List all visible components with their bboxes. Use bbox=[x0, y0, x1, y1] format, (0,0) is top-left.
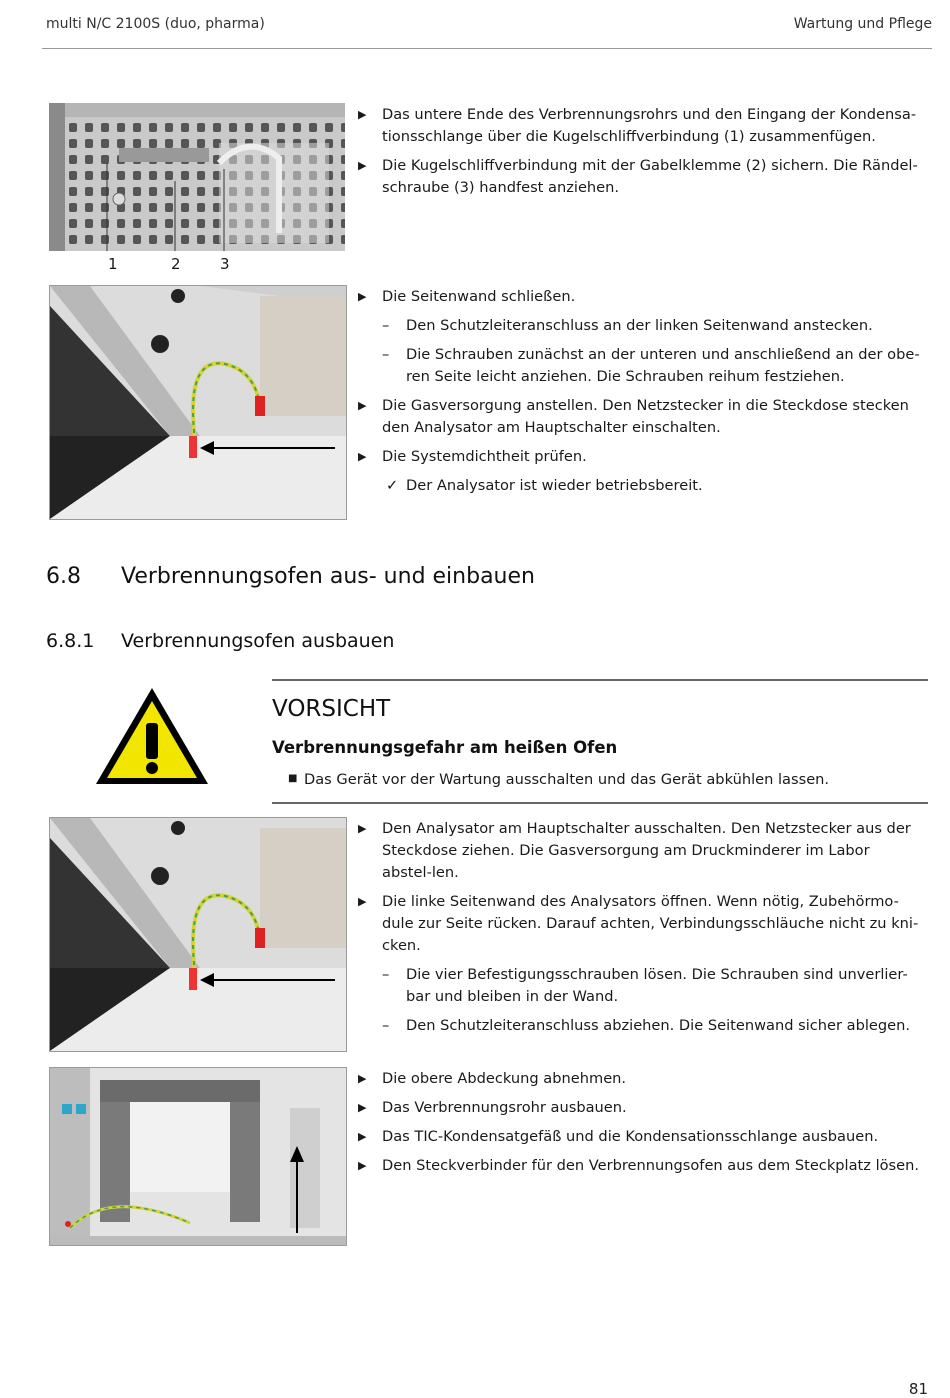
triangle-bullet-icon: ▶ bbox=[358, 159, 367, 172]
triangle-bullet-icon: ▶ bbox=[358, 450, 367, 463]
triangle-bullet-icon: ▶ bbox=[358, 108, 367, 121]
callout-label-1: 1 bbox=[108, 255, 118, 273]
substep-item: – Den Schutzleiteranschluss an der linken Seitenwand anstecken. bbox=[356, 315, 924, 337]
steps-block-2 bbox=[356, 286, 924, 504]
dash-bullet-icon: – bbox=[382, 1017, 390, 1034]
step-item: ▶ Die Gasversorgung anstellen. Den Netzstecker in die Steckdose stecken den Analysator am Hauptschalter einschalten. bbox=[358, 397, 909, 436]
triangle-bullet-icon: ▶ bbox=[358, 399, 367, 412]
substep-item: – Die Schrauben zunächst an der unteren und anschließend an der obe-ren Seite leicht anziehen. Die Schrauben reihum festziehen. bbox=[382, 346, 920, 385]
page-number: 81 bbox=[908, 1380, 928, 1398]
dash-bullet-icon: – bbox=[382, 317, 390, 334]
triangle-bullet-icon: ▶ bbox=[358, 1101, 367, 1114]
step-item: ▶ Die Kugelschliffverbindung mit der Gabelklemme (2) sichern. Die Rändel-schraube (3) handfest anziehen. bbox=[358, 157, 918, 196]
step-item: ▶ Das TIC-Kondensatgefäß und die Kondensationsschlange ausbauen. bbox=[356, 1126, 924, 1148]
dash-bullet-icon: – bbox=[382, 346, 390, 363]
figure-side-wall-photo bbox=[49, 285, 347, 520]
running-header-title: multi N/C 2100S (duo, pharma) bbox=[46, 16, 265, 32]
warning-triangle-icon bbox=[93, 685, 211, 791]
warning-title: VORSICHT bbox=[272, 696, 391, 722]
triangle-bullet-icon: ▶ bbox=[358, 895, 367, 908]
callout-label-3: 3 bbox=[220, 255, 230, 273]
step-item: ▶ Den Analysator am Hauptschalter ausschalten. Den Netzstecker aus der Steckdose ziehen. Die Gasversorgung am Druckminderer im Labor abstel-len. bbox=[358, 820, 911, 881]
step-item: ▶ Die linke Seitenwand des Analysators öffnen. Wenn nötig, Zubehörmo-dule zur Seite rücken. Darauf achten, Verbindungsschläuche nicht zu kni-cken. bbox=[358, 893, 919, 954]
triangle-bullet-icon: ▶ bbox=[358, 822, 367, 835]
warning-subtitle: Verbrennungsgefahr am heißen Ofen bbox=[272, 738, 618, 757]
result-item: ✓ Der Analysator ist wieder betriebsbereit. bbox=[356, 475, 924, 497]
warning-item: ■ Das Gerät vor der Wartung ausschalten und das Gerät abkühlen lassen. bbox=[288, 771, 830, 788]
figure-side-wall-open-photo bbox=[49, 817, 347, 1052]
checkmark-icon: ✓ bbox=[386, 477, 399, 494]
step-item: ▶ Die Systemdichtheit prüfen. bbox=[356, 446, 924, 468]
steps-block-1 bbox=[356, 104, 924, 206]
dash-bullet-icon: – bbox=[382, 966, 390, 983]
figure-oven-interior-photo bbox=[49, 1067, 347, 1246]
steps-block-4 bbox=[356, 1068, 924, 1184]
subsection-heading: 6.8.1 Verbrennungsofen ausbauen bbox=[46, 630, 395, 652]
warning-bottom-rule bbox=[272, 802, 928, 804]
step-item: ▶ Das Verbrennungsrohr ausbauen. bbox=[356, 1097, 924, 1119]
step-item: ▶ Den Steckverbinder für den Verbrennungsofen aus dem Steckplatz lösen. bbox=[356, 1155, 924, 1177]
triangle-bullet-icon: ▶ bbox=[358, 290, 367, 303]
triangle-bullet-icon: ▶ bbox=[358, 1072, 367, 1085]
triangle-bullet-icon: ▶ bbox=[358, 1130, 367, 1143]
warning-top-rule bbox=[272, 679, 928, 681]
running-header-chapter: Wartung und Pflege bbox=[793, 16, 932, 32]
header-divider bbox=[42, 48, 932, 49]
steps-block-3 bbox=[356, 818, 924, 1044]
figure-ball-joint-photo bbox=[49, 103, 345, 275]
triangle-bullet-icon: ▶ bbox=[358, 1159, 367, 1172]
substep-item: – Die vier Befestigungsschrauben lösen. Die Schrauben sind unverlier-bar und bleiben in der Wand. bbox=[382, 966, 908, 1005]
section-heading: 6.8 Verbrennungsofen aus- und einbauen bbox=[46, 564, 535, 589]
step-item: ▶ Die obere Abdeckung abnehmen. bbox=[356, 1068, 924, 1090]
step-item: ▶ Das untere Ende des Verbrennungsrohrs und den Eingang der Kondensa-tionsschlange über die Kugelschliffverbindung (1) zusammenfügen. bbox=[358, 106, 917, 145]
step-item: ▶ Die Seitenwand schließen. bbox=[356, 286, 924, 308]
square-bullet-icon: ■ bbox=[288, 773, 298, 784]
substep-item: – Den Schutzleiteranschluss abziehen. Die Seitenwand sicher ablegen. bbox=[356, 1015, 924, 1037]
callout-label-2: 2 bbox=[171, 255, 181, 273]
